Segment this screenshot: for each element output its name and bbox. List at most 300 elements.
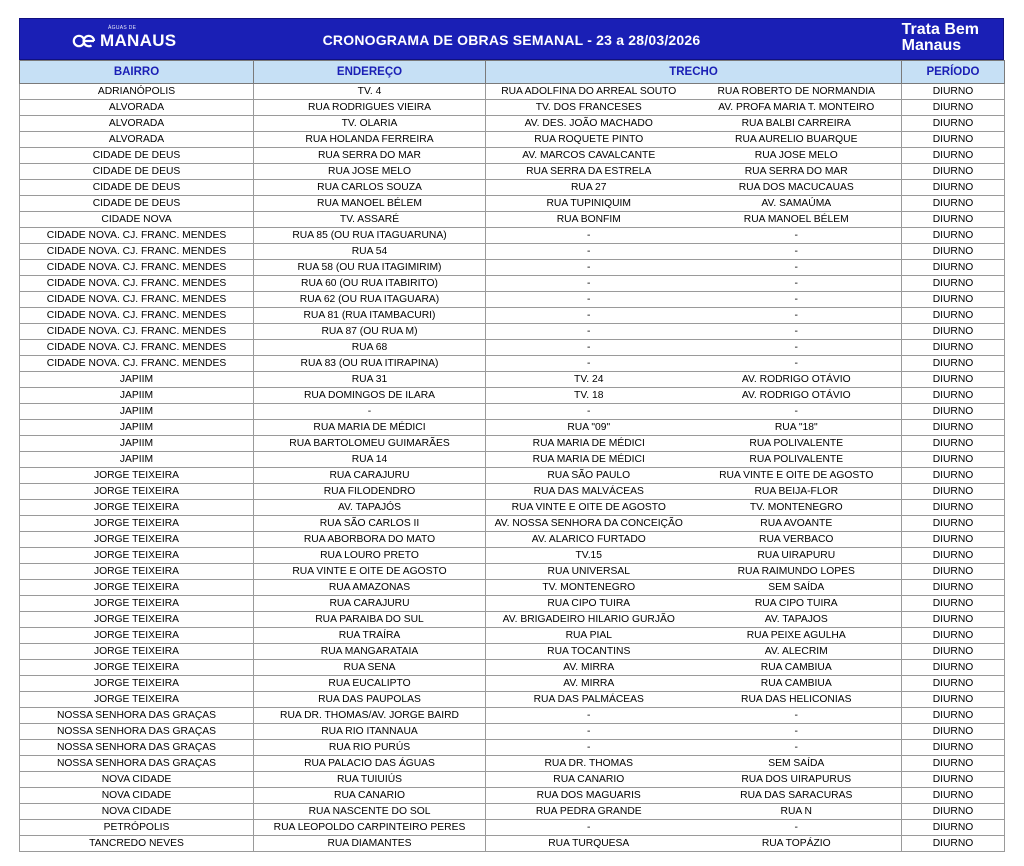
cell-trecho-from: - bbox=[486, 820, 692, 836]
cell-periodo: DIURNO bbox=[902, 692, 1005, 708]
cell-endereco: RUA 31 bbox=[254, 372, 486, 388]
cell-bairro: JORGE TEIXEIRA bbox=[20, 516, 254, 532]
cell-endereco: RUA CARAJURU bbox=[254, 596, 486, 612]
cell-trecho-to: RUA SERRA DO MAR bbox=[692, 164, 902, 180]
cell-trecho-to: - bbox=[692, 820, 902, 836]
cell-bairro: CIDADE NOVA. CJ. FRANC. MENDES bbox=[20, 228, 254, 244]
schedule-table bbox=[19, 60, 1005, 852]
cell-bairro: JORGE TEIXEIRA bbox=[20, 548, 254, 564]
cell-bairro: CIDADE NOVA. CJ. FRANC. MENDES bbox=[20, 308, 254, 324]
cell-endereco: TV. 4 bbox=[254, 84, 486, 100]
cell-trecho-to: RUA PEIXE AGULHA bbox=[692, 628, 902, 644]
cell-trecho-to: RUA DAS SARACURAS bbox=[692, 788, 902, 804]
cell-trecho-to: RUA VERBACO bbox=[692, 532, 902, 548]
cell-periodo: DIURNO bbox=[902, 532, 1005, 548]
cell-periodo: DIURNO bbox=[902, 484, 1005, 500]
cell-periodo: DIURNO bbox=[902, 260, 1005, 276]
cell-bairro: JORGE TEIXEIRA bbox=[20, 644, 254, 660]
cell-trecho-from: AV. ALARICO FURTADO bbox=[486, 532, 692, 548]
cell-periodo: DIURNO bbox=[902, 612, 1005, 628]
cell-bairro: JORGE TEIXEIRA bbox=[20, 564, 254, 580]
cell-periodo: DIURNO bbox=[902, 148, 1005, 164]
table-row bbox=[20, 548, 1005, 564]
cell-trecho-from: - bbox=[486, 292, 692, 308]
cell-bairro: JORGE TEIXEIRA bbox=[20, 628, 254, 644]
cell-periodo: DIURNO bbox=[902, 196, 1005, 212]
cell-trecho-from: AV. NOSSA SENHORA DA CONCEIÇÃO bbox=[486, 516, 692, 532]
cell-trecho-to: - bbox=[692, 724, 902, 740]
table-row bbox=[20, 628, 1005, 644]
table-row bbox=[20, 452, 1005, 468]
table-row bbox=[20, 804, 1005, 820]
cell-bairro: JAPIIM bbox=[20, 452, 254, 468]
cell-endereco: RUA SENA bbox=[254, 660, 486, 676]
table-row bbox=[20, 516, 1005, 532]
cell-trecho-from: RUA BONFIM bbox=[486, 212, 692, 228]
cell-endereco: RUA NASCENTE DO SOL bbox=[254, 804, 486, 820]
cell-bairro: CIDADE NOVA. CJ. FRANC. MENDES bbox=[20, 340, 254, 356]
cell-periodo: DIURNO bbox=[902, 660, 1005, 676]
cell-bairro: JORGE TEIXEIRA bbox=[20, 500, 254, 516]
column-header-periodo: PERÍODO bbox=[902, 61, 1005, 84]
cell-endereco: RUA CARLOS SOUZA bbox=[254, 180, 486, 196]
brand-line-2: Manaus bbox=[901, 37, 962, 54]
cell-trecho-from: RUA CIPO TUIRA bbox=[486, 596, 692, 612]
cell-periodo: DIURNO bbox=[902, 756, 1005, 772]
table-row bbox=[20, 564, 1005, 580]
table-row bbox=[20, 404, 1005, 420]
table-row bbox=[20, 500, 1005, 516]
cell-endereco: RUA 62 (OU RUA ITAGUARA) bbox=[254, 292, 486, 308]
table-row bbox=[20, 340, 1005, 356]
cell-periodo: DIURNO bbox=[902, 180, 1005, 196]
table-row bbox=[20, 820, 1005, 836]
cell-periodo: DIURNO bbox=[902, 356, 1005, 372]
table-row bbox=[20, 84, 1005, 100]
cell-endereco: RUA RIO ITANNAUA bbox=[254, 724, 486, 740]
cell-endereco: RUA JOSE MELO bbox=[254, 164, 486, 180]
cell-trecho-from: - bbox=[486, 708, 692, 724]
cell-periodo: DIURNO bbox=[902, 292, 1005, 308]
cell-trecho-to: AV. TAPAJOS bbox=[692, 612, 902, 628]
cell-bairro: CIDADE NOVA. CJ. FRANC. MENDES bbox=[20, 292, 254, 308]
cell-bairro: JORGE TEIXEIRA bbox=[20, 676, 254, 692]
header-banner bbox=[19, 18, 1004, 60]
cell-trecho-from: - bbox=[486, 244, 692, 260]
cell-bairro: ALVORADA bbox=[20, 132, 254, 148]
cell-trecho-to: AV. RODRIGO OTÁVIO bbox=[692, 372, 902, 388]
column-header-endereco: ENDEREÇO bbox=[254, 61, 486, 84]
cell-bairro: TANCREDO NEVES bbox=[20, 836, 254, 852]
cell-trecho-from: AV. MIRRA bbox=[486, 676, 692, 692]
cell-trecho-from: RUA MARIA DE MÉDICI bbox=[486, 452, 692, 468]
table-row bbox=[20, 308, 1005, 324]
table-row bbox=[20, 228, 1005, 244]
cell-trecho-to: - bbox=[692, 260, 902, 276]
table-header-row bbox=[20, 61, 1005, 84]
cell-periodo: DIURNO bbox=[902, 628, 1005, 644]
cell-endereco: RUA VINTE E OITE DE AGOSTO bbox=[254, 564, 486, 580]
table-row bbox=[20, 756, 1005, 772]
table-row bbox=[20, 676, 1005, 692]
cell-endereco: RUA LEOPOLDO CARPINTEIRO PERES bbox=[254, 820, 486, 836]
cell-trecho-from: RUA TURQUESA bbox=[486, 836, 692, 852]
cell-bairro: PETRÓPOLIS bbox=[20, 820, 254, 836]
table-row bbox=[20, 660, 1005, 676]
cell-trecho-from: TV. DOS FRANCESES bbox=[486, 100, 692, 116]
cell-endereco: RUA MANGARATAIA bbox=[254, 644, 486, 660]
cell-periodo: DIURNO bbox=[902, 116, 1005, 132]
table-row bbox=[20, 276, 1005, 292]
cell-endereco: RUA EUCALIPTO bbox=[254, 676, 486, 692]
cell-bairro: JORGE TEIXEIRA bbox=[20, 532, 254, 548]
cell-trecho-to: SEM SAÍDA bbox=[692, 756, 902, 772]
cell-bairro: JORGE TEIXEIRA bbox=[20, 596, 254, 612]
cell-trecho-from: AV. MIRRA bbox=[486, 660, 692, 676]
table-row bbox=[20, 484, 1005, 500]
cell-trecho-to: RUA POLIVALENTE bbox=[692, 436, 902, 452]
cell-periodo: DIURNO bbox=[902, 740, 1005, 756]
cell-bairro: JAPIIM bbox=[20, 388, 254, 404]
cell-trecho-from: - bbox=[486, 340, 692, 356]
cell-trecho-to: RUA DOS MACUCAUAS bbox=[692, 180, 902, 196]
cell-endereco: RUA 85 (OU RUA ITAGUARUNA) bbox=[254, 228, 486, 244]
cell-bairro: JORGE TEIXEIRA bbox=[20, 580, 254, 596]
cell-endereco: RUA 54 bbox=[254, 244, 486, 260]
cell-bairro: CIDADE DE DEUS bbox=[20, 180, 254, 196]
cell-trecho-to: - bbox=[692, 244, 902, 260]
cell-bairro: NOVA CIDADE bbox=[20, 788, 254, 804]
table-row bbox=[20, 692, 1005, 708]
table-row bbox=[20, 724, 1005, 740]
cell-periodo: DIURNO bbox=[902, 388, 1005, 404]
cell-trecho-to: TV. MONTENEGRO bbox=[692, 500, 902, 516]
table-row bbox=[20, 244, 1005, 260]
cell-bairro: JORGE TEIXEIRA bbox=[20, 692, 254, 708]
cell-trecho-from: RUA DAS PALMÁCEAS bbox=[486, 692, 692, 708]
cell-bairro: NOSSA SENHORA DAS GRAÇAS bbox=[20, 708, 254, 724]
cell-endereco: RUA 83 (OU RUA ITIRAPINA) bbox=[254, 356, 486, 372]
cell-trecho-from: RUA SERRA DA ESTRELA bbox=[486, 164, 692, 180]
cell-endereco: RUA TUIUIÚS bbox=[254, 772, 486, 788]
cell-endereco: RUA HOLANDA FERREIRA bbox=[254, 132, 486, 148]
cell-trecho-from: RUA VINTE E OITE DE AGOSTO bbox=[486, 500, 692, 516]
cell-trecho-from: AV. DES. JOÃO MACHADO bbox=[486, 116, 692, 132]
table-row bbox=[20, 260, 1005, 276]
cell-periodo: DIURNO bbox=[902, 788, 1005, 804]
cell-trecho-from: TV. 24 bbox=[486, 372, 692, 388]
table-row bbox=[20, 836, 1005, 852]
table-row bbox=[20, 580, 1005, 596]
cell-periodo: DIURNO bbox=[902, 564, 1005, 580]
table-body bbox=[20, 84, 1005, 852]
cell-trecho-to: - bbox=[692, 228, 902, 244]
cell-endereco: RUA 14 bbox=[254, 452, 486, 468]
cell-trecho-to: RUA CAMBIUA bbox=[692, 676, 902, 692]
cell-endereco: RUA LOURO PRETO bbox=[254, 548, 486, 564]
cell-trecho-from: TV. 18 bbox=[486, 388, 692, 404]
cell-periodo: DIURNO bbox=[902, 212, 1005, 228]
cell-trecho-to: AV. ALECRIM bbox=[692, 644, 902, 660]
cell-bairro: NOSSA SENHORA DAS GRAÇAS bbox=[20, 756, 254, 772]
cell-periodo: DIURNO bbox=[902, 420, 1005, 436]
cell-endereco: RUA 68 bbox=[254, 340, 486, 356]
cell-bairro: JAPIIM bbox=[20, 420, 254, 436]
table-row bbox=[20, 132, 1005, 148]
cell-endereco: RUA MANOEL BÉLEM bbox=[254, 196, 486, 212]
cell-periodo: DIURNO bbox=[902, 820, 1005, 836]
logo-text: MANAUS bbox=[100, 31, 177, 50]
table-row bbox=[20, 436, 1005, 452]
table-row bbox=[20, 740, 1005, 756]
cell-bairro: JORGE TEIXEIRA bbox=[20, 468, 254, 484]
cell-periodo: DIURNO bbox=[902, 676, 1005, 692]
cell-trecho-to: RUA DOS UIRAPURUS bbox=[692, 772, 902, 788]
cell-periodo: DIURNO bbox=[902, 836, 1005, 852]
cell-trecho-to: RUA JOSE MELO bbox=[692, 148, 902, 164]
table-row bbox=[20, 356, 1005, 372]
cell-bairro: NOSSA SENHORA DAS GRAÇAS bbox=[20, 740, 254, 756]
table-row bbox=[20, 612, 1005, 628]
cell-trecho-to: AV. SAMAÚMA bbox=[692, 196, 902, 212]
cell-endereco: RUA DOMINGOS DE ILARA bbox=[254, 388, 486, 404]
table-row bbox=[20, 644, 1005, 660]
cell-periodo: DIURNO bbox=[902, 244, 1005, 260]
table-row bbox=[20, 372, 1005, 388]
cell-bairro: CIDADE NOVA. CJ. FRANC. MENDES bbox=[20, 260, 254, 276]
cell-periodo: DIURNO bbox=[902, 772, 1005, 788]
cell-endereco: TV. OLARIA bbox=[254, 116, 486, 132]
cell-bairro: ADRIANÓPOLIS bbox=[20, 84, 254, 100]
cell-periodo: DIURNO bbox=[902, 548, 1005, 564]
cell-trecho-from: RUA "09" bbox=[486, 420, 692, 436]
cell-trecho-from: RUA PEDRA GRANDE bbox=[486, 804, 692, 820]
cell-trecho-from: AV. MARCOS CAVALCANTE bbox=[486, 148, 692, 164]
cell-periodo: DIURNO bbox=[902, 516, 1005, 532]
cell-endereco: RUA RODRIGUES VIEIRA bbox=[254, 100, 486, 116]
cell-bairro: CIDADE DE DEUS bbox=[20, 148, 254, 164]
table-row bbox=[20, 292, 1005, 308]
cell-trecho-to: RUA CAMBIUA bbox=[692, 660, 902, 676]
cell-periodo: DIURNO bbox=[902, 372, 1005, 388]
column-header-trecho: TRECHO bbox=[486, 61, 902, 84]
cell-trecho-to: RUA UIRAPURU bbox=[692, 548, 902, 564]
cell-endereco: RUA 60 (OU RUA ITABIRITO) bbox=[254, 276, 486, 292]
cell-trecho-from: - bbox=[486, 740, 692, 756]
cell-trecho-to: RUA "18" bbox=[692, 420, 902, 436]
cell-trecho-to: RUA RAIMUNDO LOPES bbox=[692, 564, 902, 580]
cell-trecho-from: RUA TOCANTINS bbox=[486, 644, 692, 660]
cell-bairro: JORGE TEIXEIRA bbox=[20, 612, 254, 628]
cell-periodo: DIURNO bbox=[902, 436, 1005, 452]
cell-trecho-from: AV. BRIGADEIRO HILARIO GURJÃO bbox=[486, 612, 692, 628]
cell-trecho-to: RUA N bbox=[692, 804, 902, 820]
cell-endereco: RUA DR. THOMAS/AV. JORGE BAIRD bbox=[254, 708, 486, 724]
cell-bairro: JAPIIM bbox=[20, 436, 254, 452]
table-row bbox=[20, 708, 1005, 724]
cell-endereco: RUA DAS PAUPOLAS bbox=[254, 692, 486, 708]
cell-trecho-to: - bbox=[692, 340, 902, 356]
cell-endereco: RUA MARIA DE MÉDICI bbox=[254, 420, 486, 436]
cell-bairro: NOVA CIDADE bbox=[20, 772, 254, 788]
cell-periodo: DIURNO bbox=[902, 276, 1005, 292]
cell-endereco: RUA SÃO CARLOS II bbox=[254, 516, 486, 532]
cell-trecho-from: RUA CANARIO bbox=[486, 772, 692, 788]
cell-periodo: DIURNO bbox=[902, 308, 1005, 324]
column-header-bairro: BAIRRO bbox=[20, 61, 254, 84]
cell-periodo: DIURNO bbox=[902, 500, 1005, 516]
cell-endereco: RUA DIAMANTES bbox=[254, 836, 486, 852]
cell-periodo: DIURNO bbox=[902, 228, 1005, 244]
cell-trecho-from: RUA MARIA DE MÉDICI bbox=[486, 436, 692, 452]
cell-trecho-from: - bbox=[486, 404, 692, 420]
cell-endereco: RUA FILODENDRO bbox=[254, 484, 486, 500]
cell-periodo: DIURNO bbox=[902, 404, 1005, 420]
cell-trecho-from: RUA SÃO PAULO bbox=[486, 468, 692, 484]
cell-bairro: JORGE TEIXEIRA bbox=[20, 660, 254, 676]
cell-periodo: DIURNO bbox=[902, 708, 1005, 724]
cell-periodo: DIURNO bbox=[902, 580, 1005, 596]
cell-trecho-to: RUA POLIVALENTE bbox=[692, 452, 902, 468]
cell-trecho-from: RUA UNIVERSAL bbox=[486, 564, 692, 580]
cell-bairro: NOSSA SENHORA DAS GRAÇAS bbox=[20, 724, 254, 740]
cell-bairro: CIDADE NOVA. CJ. FRANC. MENDES bbox=[20, 356, 254, 372]
brand-line-1: Trata Bem bbox=[901, 21, 979, 38]
table-row bbox=[20, 164, 1005, 180]
cell-endereco: RUA PARAIBA DO SUL bbox=[254, 612, 486, 628]
cell-trecho-from: TV. MONTENEGRO bbox=[486, 580, 692, 596]
cell-trecho-to: - bbox=[692, 276, 902, 292]
cell-bairro: CIDADE NOVA. CJ. FRANC. MENDES bbox=[20, 324, 254, 340]
cell-trecho-to: - bbox=[692, 740, 902, 756]
cell-bairro: ALVORADA bbox=[20, 100, 254, 116]
trata-bem-manaus-logo bbox=[902, 22, 979, 54]
cell-trecho-to: RUA AURELIO BUARQUE bbox=[692, 132, 902, 148]
cell-trecho-to: SEM SAÍDA bbox=[692, 580, 902, 596]
cell-endereco: RUA ABORBORA DO MATO bbox=[254, 532, 486, 548]
cell-trecho-to: RUA BEIJA-FLOR bbox=[692, 484, 902, 500]
cell-periodo: DIURNO bbox=[902, 84, 1005, 100]
table-row bbox=[20, 772, 1005, 788]
cell-endereco: RUA RIO PURÚS bbox=[254, 740, 486, 756]
page-title: CRONOGRAMA DE OBRAS SEMANAL - 23 a 28/03/2026 bbox=[322, 32, 701, 48]
table-row bbox=[20, 420, 1005, 436]
cell-endereco: RUA AMAZONAS bbox=[254, 580, 486, 596]
table-row bbox=[20, 100, 1005, 116]
table-row bbox=[20, 116, 1005, 132]
cell-trecho-from: RUA ROQUETE PINTO bbox=[486, 132, 692, 148]
cell-endereco: RUA 81 (RUA ITAMBACURI) bbox=[254, 308, 486, 324]
cell-periodo: DIURNO bbox=[902, 596, 1005, 612]
table-row bbox=[20, 532, 1005, 548]
cell-endereco: RUA TRAÍRA bbox=[254, 628, 486, 644]
cell-trecho-from: TV.15 bbox=[486, 548, 692, 564]
table-row bbox=[20, 180, 1005, 196]
cell-periodo: DIURNO bbox=[902, 644, 1005, 660]
cell-trecho-to: - bbox=[692, 324, 902, 340]
cell-periodo: DIURNO bbox=[902, 804, 1005, 820]
table-row bbox=[20, 196, 1005, 212]
cell-endereco: RUA SERRA DO MAR bbox=[254, 148, 486, 164]
cell-bairro: CIDADE DE DEUS bbox=[20, 164, 254, 180]
cell-trecho-to: - bbox=[692, 708, 902, 724]
cell-trecho-from: RUA TUPINIQUIM bbox=[486, 196, 692, 212]
cell-endereco: RUA BARTOLOMEU GUIMARÃES bbox=[254, 436, 486, 452]
cell-trecho-to: RUA AVOANTE bbox=[692, 516, 902, 532]
cell-trecho-from: RUA DAS MALVÁCEAS bbox=[486, 484, 692, 500]
cell-endereco: RUA PALACIO DAS ÁGUAS bbox=[254, 756, 486, 772]
cell-trecho-from: - bbox=[486, 724, 692, 740]
cell-trecho-to: AV. RODRIGO OTÁVIO bbox=[692, 388, 902, 404]
cell-trecho-to: RUA MANOEL BÉLEM bbox=[692, 212, 902, 228]
cell-trecho-from: - bbox=[486, 356, 692, 372]
cell-trecho-from: RUA ADOLFINA DO ARREAL SOUTO bbox=[486, 84, 692, 100]
cell-bairro: CIDADE NOVA. CJ. FRANC. MENDES bbox=[20, 244, 254, 260]
cell-trecho-to: RUA ROBERTO DE NORMANDIA bbox=[692, 84, 902, 100]
table-row bbox=[20, 468, 1005, 484]
cell-endereco: RUA CARAJURU bbox=[254, 468, 486, 484]
cell-bairro: JAPIIM bbox=[20, 404, 254, 420]
cell-trecho-from: - bbox=[486, 308, 692, 324]
cell-periodo: DIURNO bbox=[902, 340, 1005, 356]
cell-periodo: DIURNO bbox=[902, 100, 1005, 116]
cell-periodo: DIURNO bbox=[902, 324, 1005, 340]
cell-periodo: DIURNO bbox=[902, 452, 1005, 468]
cell-periodo: DIURNO bbox=[902, 724, 1005, 740]
logo-small-text: ÁGUAS DE bbox=[108, 25, 137, 31]
cell-trecho-from: RUA DR. THOMAS bbox=[486, 756, 692, 772]
cell-bairro: CIDADE NOVA bbox=[20, 212, 254, 228]
cell-bairro: NOVA CIDADE bbox=[20, 804, 254, 820]
cell-trecho-from: - bbox=[486, 324, 692, 340]
cell-bairro: JAPIIM bbox=[20, 372, 254, 388]
cell-trecho-from: - bbox=[486, 276, 692, 292]
cell-trecho-from: RUA PIAL bbox=[486, 628, 692, 644]
cell-endereco: RUA CANARIO bbox=[254, 788, 486, 804]
cell-trecho-to: - bbox=[692, 404, 902, 420]
cell-trecho-to: RUA DAS HELICONIAS bbox=[692, 692, 902, 708]
cell-bairro: CIDADE DE DEUS bbox=[20, 196, 254, 212]
cell-trecho-from: RUA DOS MAGUARIS bbox=[486, 788, 692, 804]
cell-endereco: RUA 87 (OU RUA M) bbox=[254, 324, 486, 340]
cell-trecho-to: RUA VINTE E OITE DE AGOSTO bbox=[692, 468, 902, 484]
cell-periodo: DIURNO bbox=[902, 468, 1005, 484]
table-row bbox=[20, 148, 1005, 164]
cell-trecho-to: RUA BALBI CARREIRA bbox=[692, 116, 902, 132]
table-row bbox=[20, 596, 1005, 612]
cell-trecho-to: - bbox=[692, 292, 902, 308]
cell-trecho-to: AV. PROFA MARIA T. MONTEIRO bbox=[692, 100, 902, 116]
cell-bairro: JORGE TEIXEIRA bbox=[20, 484, 254, 500]
cell-periodo: DIURNO bbox=[902, 164, 1005, 180]
cell-trecho-from: - bbox=[486, 260, 692, 276]
table-row bbox=[20, 324, 1005, 340]
cell-endereco: AV. TAPAJÓS bbox=[254, 500, 486, 516]
table-row bbox=[20, 212, 1005, 228]
cell-trecho-to: RUA CIPO TUIRA bbox=[692, 596, 902, 612]
cell-endereco: RUA 58 (OU RUA ITAGIMIRIM) bbox=[254, 260, 486, 276]
cell-periodo: DIURNO bbox=[902, 132, 1005, 148]
cell-endereco: - bbox=[254, 404, 486, 420]
cell-trecho-from: - bbox=[486, 228, 692, 244]
cell-bairro: ALVORADA bbox=[20, 116, 254, 132]
table-row bbox=[20, 388, 1005, 404]
cell-trecho-to: - bbox=[692, 356, 902, 372]
cell-trecho-to: RUA TOPÁZIO bbox=[692, 836, 902, 852]
cell-bairro: CIDADE NOVA. CJ. FRANC. MENDES bbox=[20, 276, 254, 292]
table-row bbox=[20, 788, 1005, 804]
cell-trecho-from: RUA 27 bbox=[486, 180, 692, 196]
